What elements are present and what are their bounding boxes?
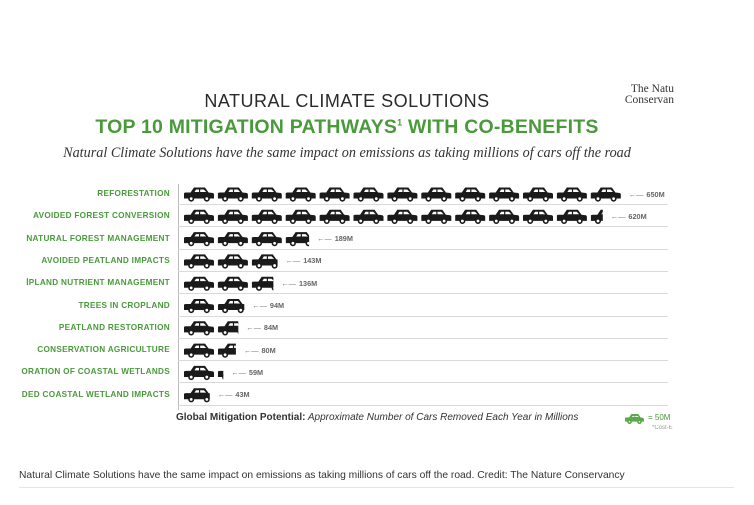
caption-divider (19, 487, 734, 488)
title-text: TOP 10 MITIGATION PATHWAYS (95, 116, 398, 138)
arrow-icon: ←— (246, 323, 261, 333)
logo-line-2: Conservan (624, 94, 674, 106)
data-label: ←— 43M (217, 390, 250, 400)
chart-heading: NATURAL CLIMATE SOLUTIONS (204, 91, 490, 111)
car-icon (252, 232, 282, 245)
car-icon (354, 210, 384, 223)
car-icon (591, 188, 621, 201)
data-label: ←— 136M (281, 278, 318, 288)
arrow-icon: ←— (252, 301, 267, 310)
car-icon (286, 188, 316, 201)
car-icon (218, 210, 248, 223)
legend-car-icon (624, 412, 646, 424)
logo-line-1: The Natu (630, 83, 674, 95)
car-icon (218, 188, 248, 201)
category-label: TREES IN CROPLAND (78, 300, 170, 310)
car-icon (184, 366, 214, 379)
category-label: DED COASTAL WETLAND IMPACTS (21, 389, 170, 399)
arrow-icon: ←— (628, 189, 644, 199)
car-icon (320, 188, 350, 201)
car-icon (184, 232, 214, 245)
car-icon (455, 210, 485, 223)
arrow-icon: ←— (317, 234, 332, 244)
car-icon (557, 210, 587, 223)
data-label: ←— 650M (628, 189, 665, 199)
car-icon (387, 210, 417, 223)
category-label: REFORESTATION (97, 189, 170, 198)
bar (184, 188, 621, 201)
car-icon (218, 277, 248, 290)
partial-car-icon (218, 321, 248, 334)
legend-note: *Cost-E (652, 425, 673, 431)
car-icon (184, 188, 214, 201)
car-icon (557, 188, 587, 201)
data-label: ←— 189M (317, 234, 353, 244)
car-icon (184, 321, 214, 334)
bar (184, 277, 282, 290)
car-icon (320, 210, 350, 223)
car-icon (184, 277, 214, 290)
car-icon (421, 210, 451, 223)
partial-car-icon (218, 366, 248, 379)
partial-car-icon (252, 277, 282, 290)
legend-label: = 50M (648, 413, 671, 422)
data-label: ←— 59M (231, 367, 264, 377)
partial-car-icon (218, 299, 248, 312)
bar (184, 321, 248, 334)
x-axis-label (176, 412, 578, 423)
data-label: ←— 80M (243, 345, 276, 355)
category-label: AVOIDED FOREST CONVERSION (33, 211, 170, 221)
car-icon (184, 254, 214, 267)
x-axis-label-bold: Global Mitigation Potential: (176, 412, 306, 423)
car-icon (218, 232, 248, 245)
arrow-icon: ←— (281, 278, 296, 288)
x-axis-label-text: Approximate Number of Cars Removed Each Year in Millions (305, 412, 579, 423)
image-caption: Natural Climate Solutions have the same impact on emissions as taking millions of cars off the road. Credit: The Nature Conservancy (19, 470, 625, 481)
partial-car-icon (591, 210, 621, 223)
car-icon (184, 299, 214, 312)
car-icon (455, 188, 485, 201)
car-icon (354, 188, 384, 201)
chart-subtitle: Natural Climate Solutions have the same impact on emissions as taking millions of cars off the road (63, 145, 631, 161)
arrow-icon: ←— (243, 345, 259, 355)
partial-car-icon (286, 232, 316, 245)
car-icon (523, 188, 553, 201)
title-tail: WITH CO-BENEFITS (402, 116, 599, 138)
bar (184, 254, 282, 267)
car-icon (387, 188, 417, 201)
category-label: AVOIDED PEATLAND IMPACTS (41, 255, 170, 265)
arrow-icon: ←— (285, 256, 301, 266)
partial-car-icon (184, 388, 214, 401)
car-icon (286, 210, 316, 223)
car-icon (523, 210, 553, 223)
category-label: PEATLAND RESTORATION (58, 322, 170, 332)
category-label: NATURAL FOREST MANAGEMENT (26, 233, 170, 243)
car-icon (421, 188, 451, 201)
title-superscript: 1 (397, 117, 403, 128)
car-icon (218, 254, 248, 267)
bar (184, 232, 316, 245)
bar (184, 344, 248, 357)
car-icon (489, 210, 519, 223)
car-icon (489, 188, 519, 201)
bar (184, 366, 248, 379)
arrow-icon: ←— (231, 367, 246, 377)
bar (184, 388, 214, 401)
bar (184, 210, 621, 223)
data-label: ←— 94M (252, 301, 285, 310)
car-icon (184, 344, 214, 357)
category-label: İPLAND NUTRIENT MANAGEMENT (26, 278, 170, 288)
data-label: ←— 84M (246, 323, 279, 333)
data-label: ←— 620M (610, 211, 647, 221)
arrow-icon: ←— (217, 390, 233, 400)
arrow-icon: ←— (610, 211, 626, 221)
partial-car-icon (252, 254, 282, 267)
partial-car-icon (218, 344, 248, 357)
category-label: CONSERVATION AGRICULTURE (37, 345, 170, 355)
car-icon (252, 188, 282, 201)
category-label: ORATION OF COASTAL WETLANDS (21, 367, 170, 377)
car-icon (184, 210, 214, 223)
car-icon (252, 210, 282, 223)
data-label: ←— 143M (285, 256, 322, 266)
bar (184, 299, 248, 312)
